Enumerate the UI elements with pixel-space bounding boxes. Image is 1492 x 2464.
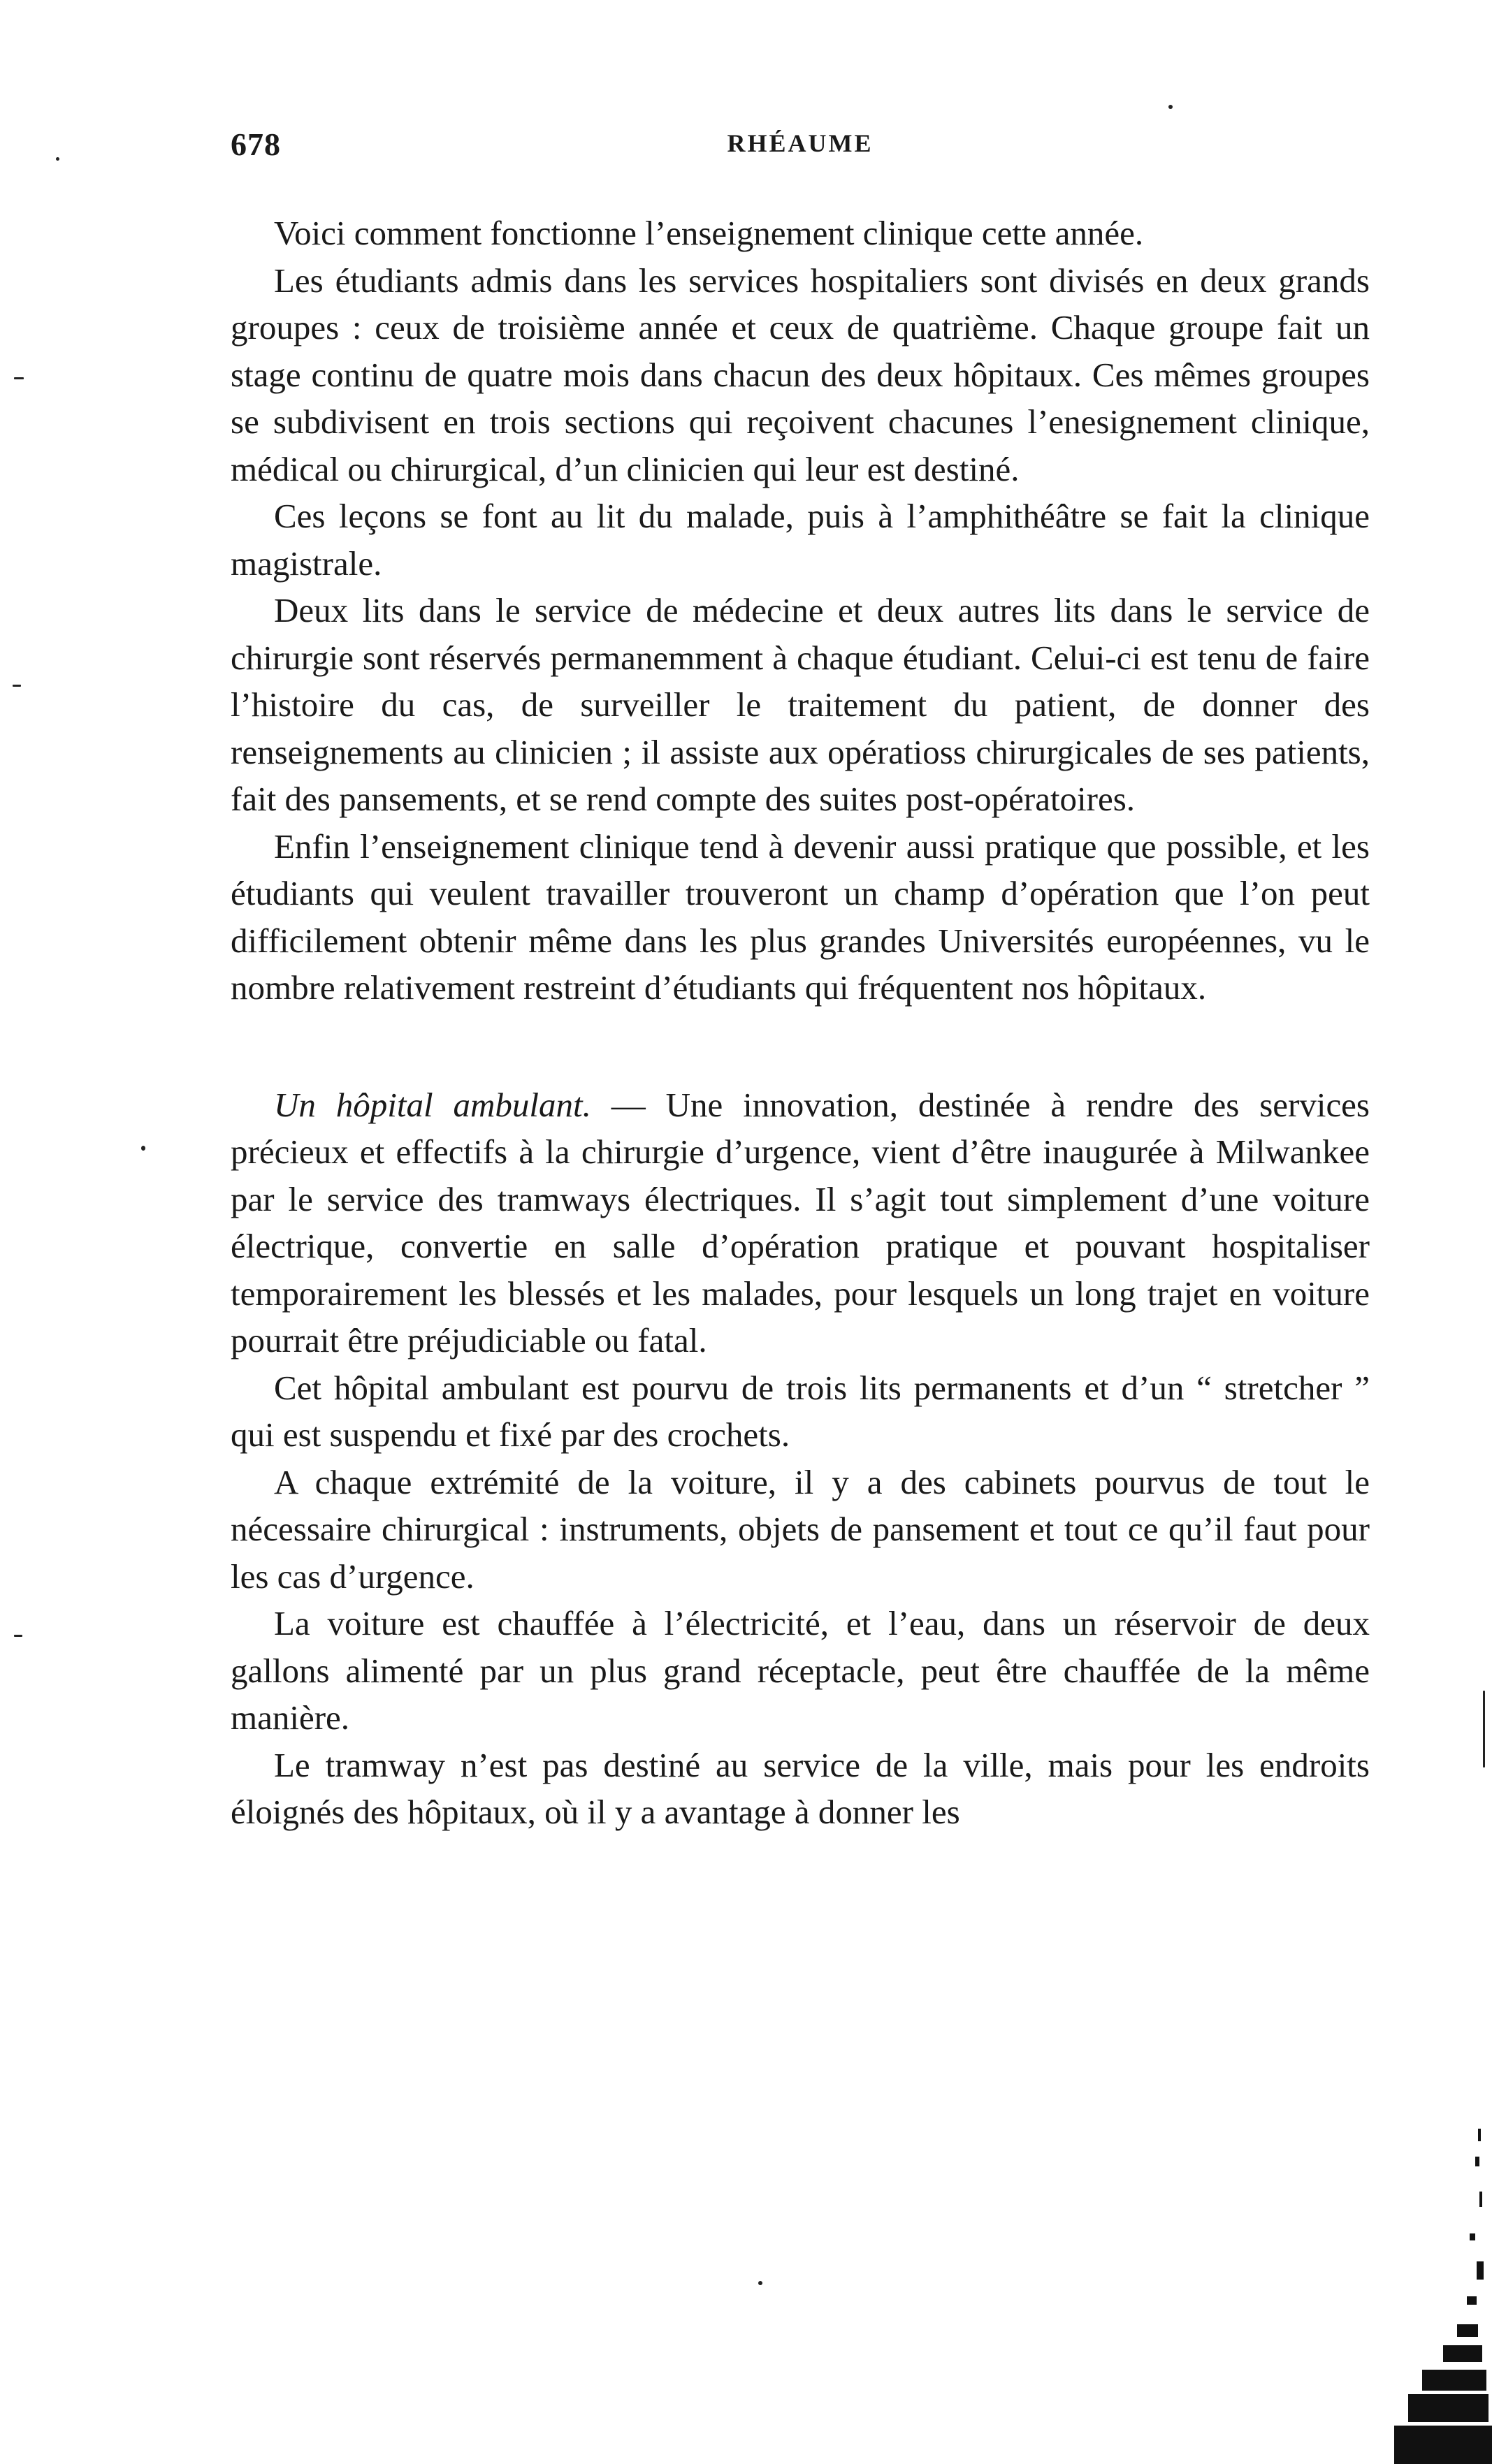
scan-edge-noise bbox=[1338, 2101, 1492, 2464]
section-separator bbox=[231, 1012, 1370, 1081]
paragraph: La voiture est chauffée à l’électricité, et l’eau, dans un réservoir de deux gallons alimenté par un plus grand réceptacle, peut être chauffée de la même manière. bbox=[231, 1604, 1370, 1737]
scan-speck bbox=[13, 685, 21, 687]
section-title: Un hôpital ambulant. bbox=[274, 1085, 591, 1124]
scan-speck bbox=[1483, 1691, 1485, 1767]
scan-speck bbox=[1168, 105, 1173, 109]
paragraph: Voici comment fonctionne l’enseignement clinique cette année. bbox=[274, 214, 1144, 252]
scan-speck bbox=[758, 2281, 762, 2285]
paragraph: Ces leçons se font au lit du malade, puis à l’amphithéâtre se fait la clinique magistrale. bbox=[231, 497, 1370, 583]
running-head: RHÉAUME bbox=[727, 129, 874, 157]
page-number: 678 bbox=[231, 126, 281, 162]
section-opening-paragraph bbox=[231, 1081, 1370, 1364]
paragraph: Cet hôpital ambulant est pourvu de trois lits permanents et d’un “ stretcher ” qui est suspendu et fixé par des crochets. bbox=[231, 1368, 1370, 1454]
paragraph: Le tramway n’est pas destiné au service de la ville, mais pour les endroits éloignés des hôpitaux, où il y a avantage à donner les bbox=[231, 1745, 1370, 1831]
body-text bbox=[231, 210, 1370, 1836]
paragraph: Deux lits dans le service de médecine et deux autres lits dans le service de chirurgie sont réservés permanemment à chaque étudiant. Celui-ci est tenu de faire l’histoire du cas, de surveiller le traitement du patient, de donner des renseignements au clinicien ; il assiste aux opératioss chirurgicales de ses patients, fait des pansements, et se rend compte des suites post-opératoires. bbox=[231, 591, 1370, 818]
page-header bbox=[231, 126, 1370, 175]
scan-speck bbox=[141, 1146, 145, 1151]
section-opening-text: — Une innovation, destinée à rendre des services précieux et effectifs à la chirurgie d’urgence, vient d’être inaugurée à Milwankee par le service des tramways électriques. Il s’agit tout simplement d’une voiture électrique, convertie en salle d’opération pratique et pouvant hospitaliser temporairement les blessés et les malades, pour lesquels un long trajet en voiture pourrait être préjudiciable ou fatal. bbox=[231, 1085, 1370, 1359]
paragraph: Enfin l’enseignement clinique tend à devenir aussi pratique que possible, et les étudiants qui veulent travailler trouveront un champ d’opération que l’on peut difficilement obtenir même dans les plus grandes Universités européennes, vu le nombre relativement restreint d’étudiants qui fréquentent nos hôpitaux. bbox=[231, 826, 1370, 1007]
scan-speck bbox=[14, 377, 24, 379]
paragraph: Les étudiants admis dans les services hospitaliers sont divisés en deux grands groupes : ceux de troisième année et ceux de quatrième. Chaque groupe fait un stage continu de quatre mois dans chacun des deux hôpitaux. Ces mêmes groupes se subdivisent en trois sections qui reçoivent chacunes l’enesignement clinique, médical ou chirurgical, d’un clinicien qui leur est destiné. bbox=[231, 261, 1370, 488]
scan-speck bbox=[14, 1635, 22, 1637]
scan-speck bbox=[56, 157, 59, 161]
paragraph: A chaque extrémité de la voiture, il y a des cabinets pourvus de tout le nécessaire chirurgical : instruments, objets de pansement et tout ce qu’il faut pour les cas d’urgence. bbox=[231, 1462, 1370, 1596]
